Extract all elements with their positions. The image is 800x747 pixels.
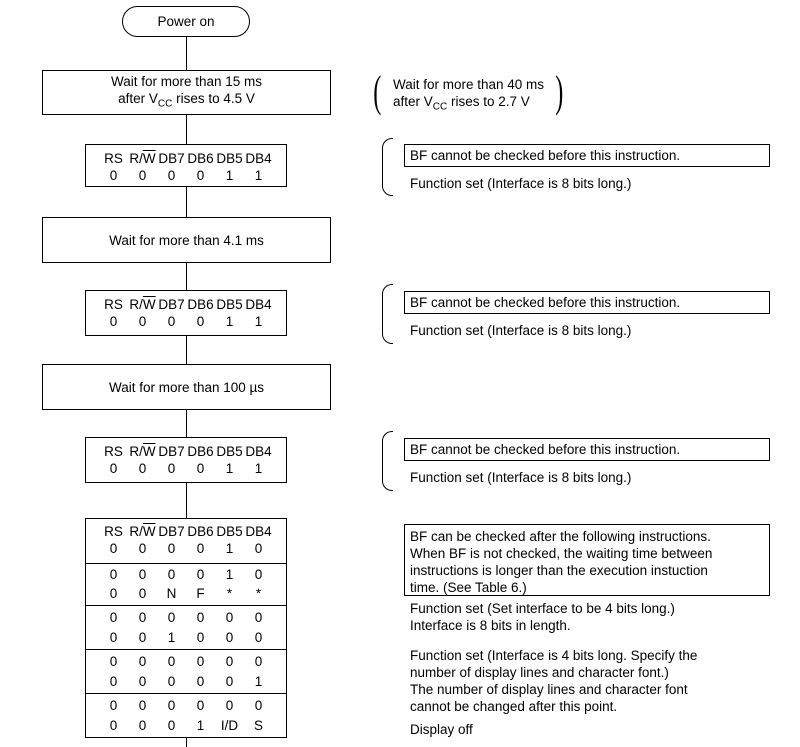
instruction-header-row: RS $R/\overline{W}$ DB7 DB6 DB5 DB4	[104, 524, 272, 539]
instruction-header-row: RS $R/\overline{W}$ DB7 DB6 DB5 DB4	[104, 444, 272, 459]
wait-40ms-note	[393, 76, 544, 116]
flow-connector	[186, 737, 187, 747]
wait-15ms-line1: Wait for more than 15 ms	[110, 73, 263, 89]
wait-40ms-line2: after $V_{CC}$ rises to 2.7 V	[393, 94, 530, 113]
table-row: 0 0 0 0 0 0	[109, 610, 263, 625]
table-row: 0 0 0 0 0 1	[109, 674, 263, 689]
left-paren: (	[373, 67, 382, 116]
flow-connector	[186, 409, 187, 437]
note-bracket-1	[382, 138, 393, 196]
function-set-box-3	[85, 437, 287, 483]
right-paren: )	[555, 67, 564, 116]
note-bracket-2	[382, 284, 393, 344]
power-on-label: Power on	[157, 14, 215, 29]
note-bracket-3	[382, 431, 393, 491]
wait-4ms-label: Wait for more than 4.1 ms	[109, 232, 264, 248]
wait-100us-box	[42, 364, 331, 410]
flow-connector	[186, 114, 187, 144]
instruction-value-row: 0 0 0 0 1 1	[109, 314, 263, 329]
instruction-value-row: 0 0 0 0 1 1	[109, 168, 263, 183]
function-set-note-3: Function set (Interface is 8 bits long.)	[410, 470, 632, 485]
bf-warning-box-3: BF cannot be checked before this instruction.	[404, 438, 770, 461]
bf-available-box: BF can be checked after the following instructions. When BF is not checked, the waiting time between instructions is longer than the execution instuction time. (See Table 6.)	[404, 524, 770, 596]
table-group-entry	[85, 697, 287, 734]
table-divider	[85, 605, 287, 606]
flow-connector	[186, 262, 187, 290]
flow-connector	[186, 187, 187, 217]
table-row: 0 0 1 0 0 0	[109, 630, 263, 645]
table-row: 0 0 0 0 0 0	[109, 654, 263, 669]
table-group-4bit	[85, 566, 287, 602]
flow-connector	[186, 36, 187, 70]
table-row: 0 0 0 0 1 0	[109, 541, 263, 556]
function-set-box-2	[85, 290, 287, 336]
instruction-value-row: 0 0 0 0 1 1	[109, 461, 263, 476]
wait-4ms-box	[42, 217, 331, 263]
instruction-header-row: RS $R/\overline{W}$ DB7 DB6 DB5 DB4	[104, 297, 272, 312]
function-set-box-1	[85, 144, 287, 187]
table-row: 0 0 N F * *	[109, 586, 262, 601]
function-set-lines-note: Function set (Interface is 4 bits long. Specify the number of display lines and character font.) The number of display lines and character font cannot be changed after this point.	[410, 648, 698, 714]
table-divider	[85, 649, 287, 650]
table-divider	[85, 693, 287, 694]
wait-100us-label: Wait for more than 100 µs	[108, 379, 265, 395]
function-set-note-2: Function set (Interface is 8 bits long.)	[410, 323, 632, 338]
bf-warning-box-1: BF cannot be checked before this instruction.	[404, 144, 770, 167]
table-group-display	[85, 609, 287, 646]
function-set-4bit-note: Function set (Set interface to be 4 bits long.) Interface is 8 bits in length.	[410, 601, 675, 633]
wait-15ms-box	[42, 70, 331, 115]
wait-15ms-line2: after $V_{CC}$ rises to 4.5 V	[118, 90, 255, 110]
table-group-clear	[85, 653, 287, 690]
table-divider	[85, 563, 287, 564]
wait-40ms-line1: Wait for more than 40 ms	[393, 77, 545, 92]
table-row: 0 0 0 1 I/D S	[109, 718, 263, 733]
function-set-note-1: Function set (Interface is 8 bits long.)	[410, 176, 632, 191]
power-on-node	[122, 6, 250, 37]
display-off-note: Display off	[410, 722, 473, 737]
table-row: 0 0 0 0 0 0	[109, 698, 263, 713]
table-row: 0 0 0 0 1 0	[109, 567, 263, 582]
bf-warning-box-2: BF cannot be checked before this instruction.	[404, 291, 770, 314]
instruction-header-row: RS $R/\overline{W}$ DB7 DB6 DB5 DB4	[104, 151, 272, 166]
flow-connector	[186, 336, 187, 364]
flow-connector	[186, 483, 187, 518]
